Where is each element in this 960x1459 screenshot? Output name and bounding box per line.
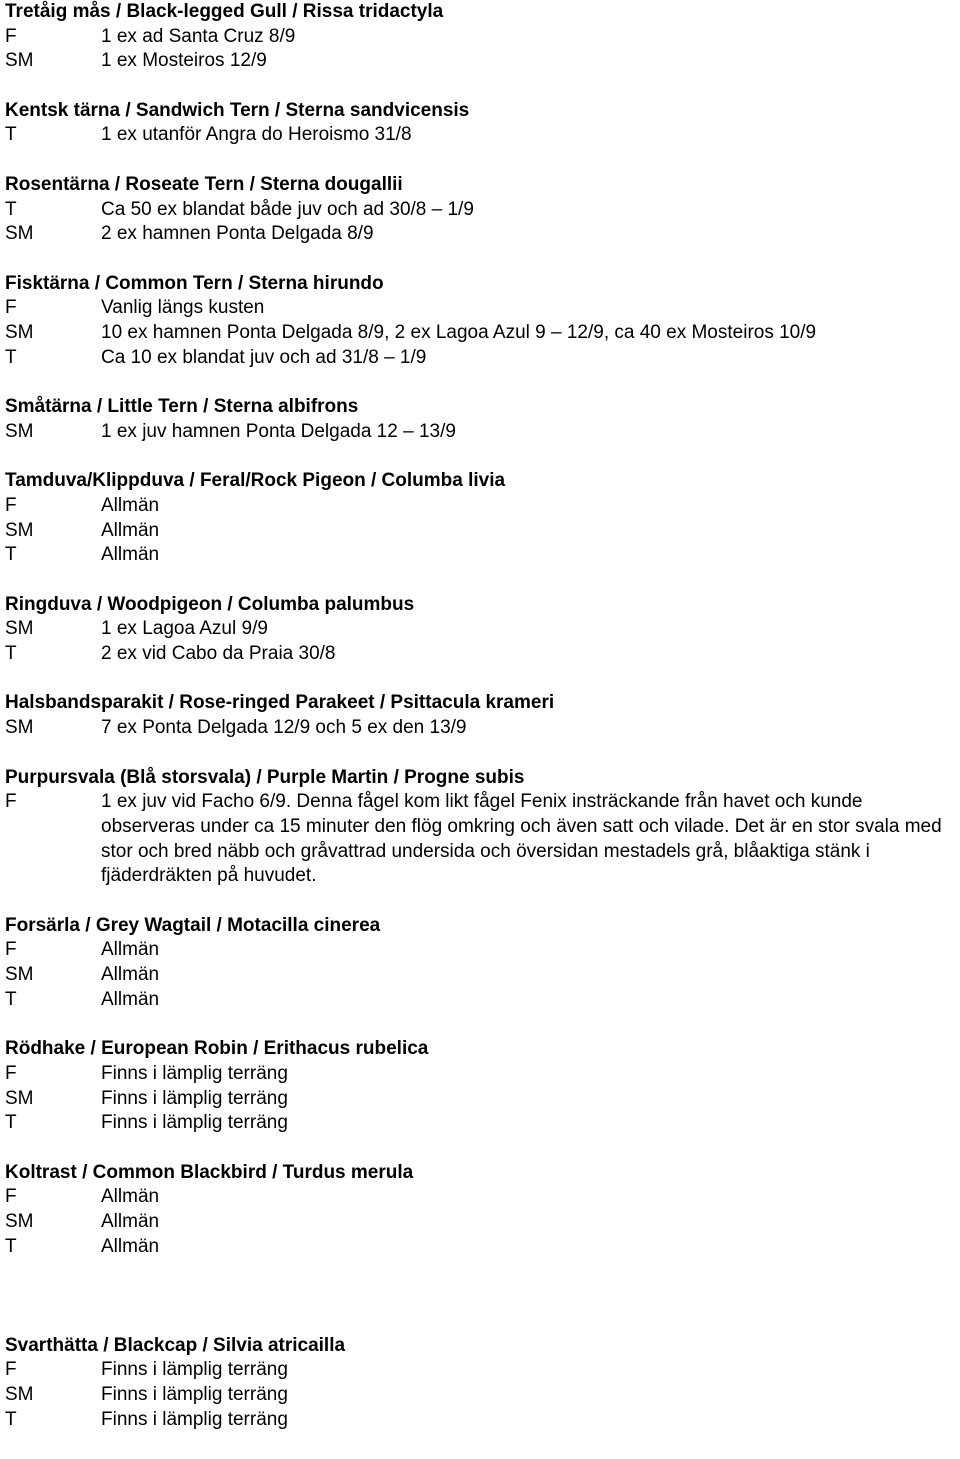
observation-row — [5, 222, 955, 247]
observation-text: 2 ex vid Cabo da Praia 30/8 — [101, 643, 336, 665]
observation-row — [5, 716, 955, 741]
species-entry — [5, 593, 955, 667]
species-entry — [5, 766, 955, 890]
observation-text: 1 ex juv vid Facho 6/9. Denna fågel kom likt fågel Fenix insträckande från havet och kunde observeras under ca 15 minuter den flög omkring och även satt och vilade. Det är en stor svala med stor och bred näbb och gråvattrad undersida och översidan mestadels grå, blåaktiga stänk i fjäderdräkten på huvudet. — [101, 791, 942, 887]
observation-row — [5, 1210, 955, 1235]
observation-row — [5, 1358, 955, 1383]
observation-row — [5, 25, 955, 50]
observation-row — [5, 1111, 955, 1136]
observation-text: 1 ex utanför Angra do Heroismo 31/8 — [101, 124, 412, 146]
observation-row — [5, 790, 955, 889]
species-title: Tamduva/Klippduva / Feral/Rock Pigeon / Columba livia — [5, 470, 506, 492]
document-page — [5, 0, 955, 1432]
species-entry — [5, 1037, 955, 1136]
location-code: SM — [5, 420, 34, 442]
species-title: Småtärna / Little Tern / Sterna albifrons — [5, 396, 359, 418]
location-code: T — [5, 988, 17, 1010]
spacer — [5, 1136, 955, 1161]
location-code: SM — [5, 519, 34, 541]
species-title: Koltrast / Common Blackbird / Turdus merula — [5, 1161, 414, 1183]
location-code: F — [5, 494, 17, 516]
observation-text: Finns i lämplig terräng — [101, 1359, 288, 1381]
location-code: SM — [5, 618, 34, 640]
spacer — [5, 741, 955, 766]
observation-row — [5, 198, 955, 223]
observation-text: Finns i lämplig terräng — [101, 1087, 288, 1109]
location-code: F — [5, 25, 17, 47]
location-code: F — [5, 297, 17, 319]
species-entry — [5, 914, 955, 1013]
species-title: Purpursvala (Blå storsvala) / Purple Martin / Progne subis — [5, 766, 525, 788]
observation-text: 1 ex Lagoa Azul 9/9 — [101, 618, 268, 640]
species-entry — [5, 0, 955, 74]
observation-row — [5, 123, 955, 148]
observation-row — [5, 494, 955, 519]
observation-text: Allmän — [101, 939, 160, 961]
species-title: Rosentärna / Roseate Tern / Sterna dougallii — [5, 173, 403, 195]
species-title: Forsärla / Grey Wagtail / Motacilla cinerea — [5, 914, 381, 936]
spacer — [5, 1013, 955, 1038]
observation-text: 2 ex hamnen Ponta Delgada 8/9 — [101, 223, 374, 245]
location-code: F — [5, 1062, 17, 1084]
location-code: T — [5, 198, 17, 220]
observation-row — [5, 519, 955, 544]
location-code: F — [5, 791, 17, 813]
observation-text: Finns i lämplig terräng — [101, 1408, 288, 1430]
spacer — [5, 1260, 955, 1334]
observation-text: Allmän — [101, 544, 160, 566]
observation-row — [5, 1185, 955, 1210]
observation-text: Allmän — [101, 1235, 160, 1257]
observation-text: 1 ex juv hamnen Ponta Delgada 12 – 13/9 — [101, 420, 456, 442]
observation-text: Finns i lämplig terräng — [101, 1383, 288, 1405]
spacer — [5, 568, 955, 593]
observation-text: Allmän — [101, 519, 160, 541]
spacer — [5, 370, 955, 395]
observation-row — [5, 1383, 955, 1408]
observation-row — [5, 296, 955, 321]
species-entry — [5, 1334, 955, 1433]
location-code: SM — [5, 717, 34, 739]
observation-text: Vanlig längs kusten — [101, 297, 265, 319]
species-title: Tretåig mås / Black-legged Gull / Rissa tridactyla — [5, 1, 444, 22]
observation-text: Allmän — [101, 1186, 160, 1208]
location-code: F — [5, 1359, 17, 1381]
species-entry — [5, 99, 955, 148]
location-code: SM — [5, 1383, 34, 1405]
spacer — [5, 247, 955, 272]
location-code: SM — [5, 964, 34, 986]
location-code: T — [5, 346, 17, 368]
observation-text: 1 ex Mosteiros 12/9 — [101, 50, 267, 72]
observation-row — [5, 420, 955, 445]
observation-text: Ca 50 ex blandat både juv och ad 30/8 – 1/9 — [101, 198, 474, 220]
observation-row — [5, 49, 955, 74]
observation-row — [5, 1087, 955, 1112]
observation-text: Allmän — [101, 964, 160, 986]
observation-text: Allmän — [101, 1211, 160, 1233]
spacer — [5, 445, 955, 470]
species-entry — [5, 173, 955, 247]
observation-row — [5, 963, 955, 988]
spacer — [5, 667, 955, 692]
observation-row — [5, 617, 955, 642]
observation-text: Finns i lämplig terräng — [101, 1062, 288, 1084]
location-code: T — [5, 643, 17, 665]
spacer — [5, 74, 955, 99]
species-title: Ringduva / Woodpigeon / Columba palumbus — [5, 593, 415, 615]
location-code: T — [5, 1112, 17, 1134]
observation-row — [5, 1408, 955, 1433]
location-code: SM — [5, 50, 34, 72]
observation-text: 10 ex hamnen Ponta Delgada 8/9, 2 ex Lagoa Azul 9 – 12/9, ca 40 ex Mosteiros 10/9 — [101, 322, 817, 344]
location-code: SM — [5, 322, 34, 344]
spacer — [5, 148, 955, 173]
location-code: T — [5, 544, 17, 566]
species-entry — [5, 1161, 955, 1260]
location-code: T — [5, 1235, 17, 1257]
observation-text: Allmän — [101, 494, 160, 516]
location-code: SM — [5, 1211, 34, 1233]
species-entry — [5, 272, 955, 371]
observation-row — [5, 988, 955, 1013]
observation-row — [5, 346, 955, 371]
species-title: Rödhake / European Robin / Erithacus rubelica — [5, 1038, 429, 1060]
species-title: Fisktärna / Common Tern / Sterna hirundo — [5, 272, 384, 294]
observation-row — [5, 1235, 955, 1260]
species-title: Halsbandsparakit / Rose-ringed Parakeet / Psittacula krameri — [5, 692, 555, 714]
location-code: T — [5, 1408, 17, 1430]
observation-row — [5, 938, 955, 963]
location-code: F — [5, 1186, 17, 1208]
species-title: Svarthätta / Blackcap / Silvia atricailla — [5, 1334, 346, 1356]
observation-row — [5, 321, 955, 346]
species-title: Kentsk tärna / Sandwich Tern / Sterna sandvicensis — [5, 99, 470, 121]
observation-text: 1 ex ad Santa Cruz 8/9 — [101, 25, 296, 47]
species-entry — [5, 469, 955, 568]
location-code: T — [5, 124, 17, 146]
location-code: SM — [5, 223, 34, 245]
spacer — [5, 889, 955, 914]
species-entry — [5, 691, 955, 740]
observation-text: 7 ex Ponta Delgada 12/9 och 5 ex den 13/9 — [101, 717, 467, 739]
observation-row — [5, 543, 955, 568]
observation-row — [5, 1062, 955, 1087]
location-code: SM — [5, 1087, 34, 1109]
observation-text: Finns i lämplig terräng — [101, 1112, 288, 1134]
species-entry — [5, 395, 955, 444]
observation-text: Allmän — [101, 988, 160, 1010]
observation-row — [5, 642, 955, 667]
location-code: F — [5, 939, 17, 961]
observation-text: Ca 10 ex blandat juv och ad 31/8 – 1/9 — [101, 346, 427, 368]
